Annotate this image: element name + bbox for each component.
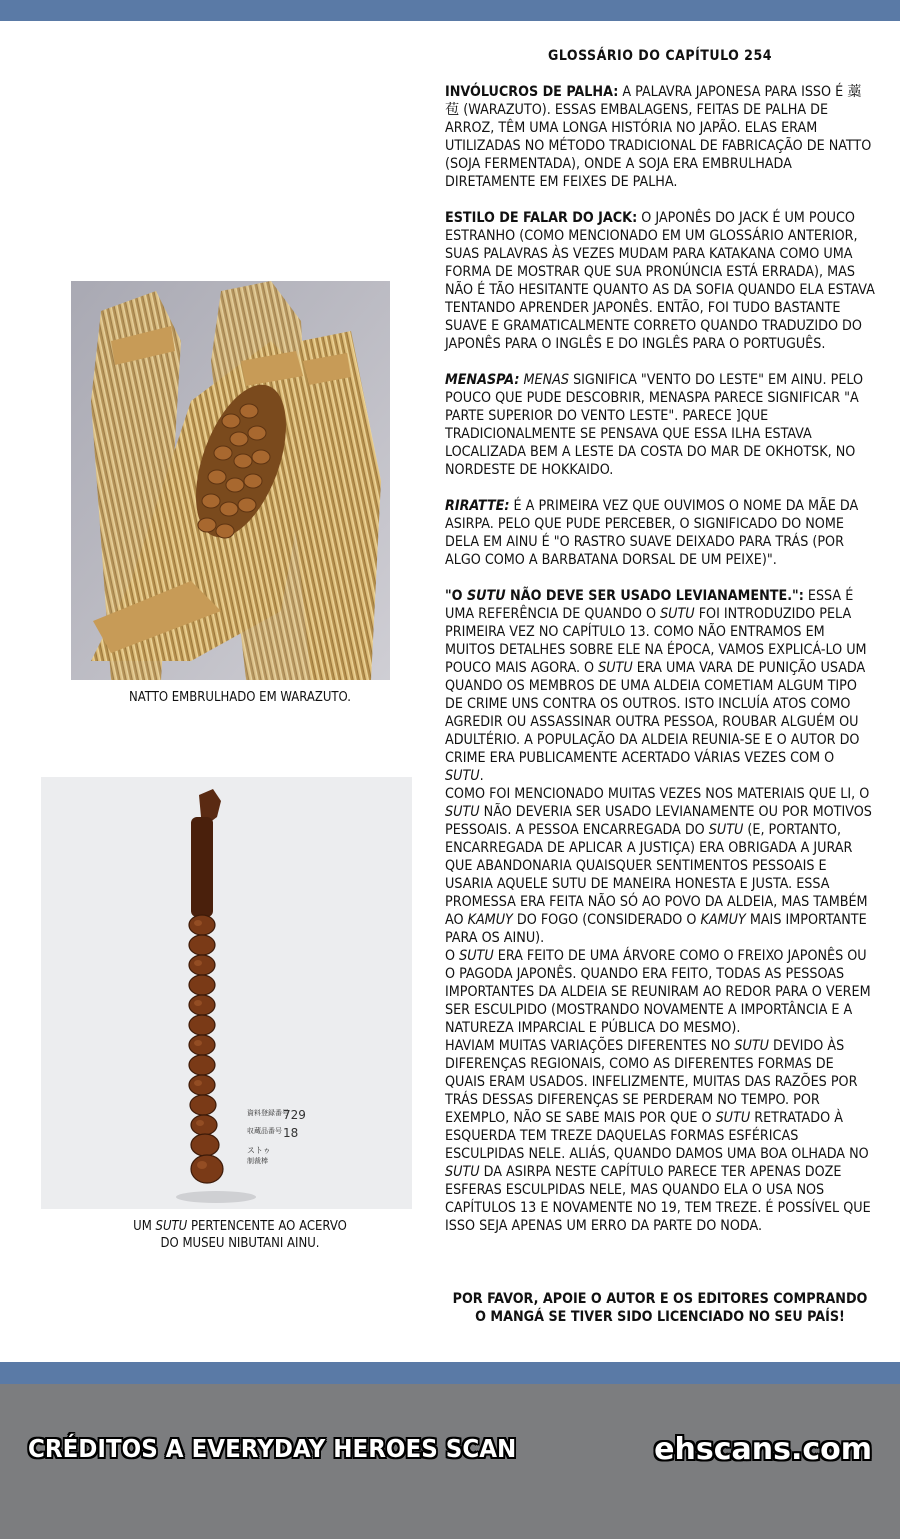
kamuy-word: KAMUY: [467, 912, 513, 928]
sutu-word: SUTU: [459, 948, 494, 964]
sutu-word: SUTU: [445, 1164, 480, 1180]
entry-sutu-p3: [445, 947, 875, 1037]
text: (E, PORTANTO, ENCARREGADA DE APLICAR A JUSTIÇA) ERA OBRIGADA A JURAR QUE ABANDONARIA QUAISQUER SENTIMENTOS PESSOAIS E USARIA AQUELE SUTU DE MANEIRA HONESTA E JUSTA. ESSA PROMESSA ERA FEITA NÃO SÓ AO POVO DA ALDEIA, MAS TAMBÉM AO: [445, 822, 868, 928]
entry-italic: MENAS: [523, 372, 570, 388]
sutu-caption-b: PERTENCENTE AO ACERVO: [187, 1219, 347, 1234]
glossary-body: [445, 83, 875, 1235]
text: ESSA É UMA REFERÊNCIA DE QUANDO O: [445, 588, 854, 622]
sutu-museum-photo: [41, 777, 412, 1209]
museum-label-row2-num: 18: [283, 1126, 299, 1140]
sutu-word: SUTU: [660, 606, 695, 622]
text: MAIS IMPORTANTE PARA OS AINU).: [445, 912, 867, 946]
entry-text: É A PRIMEIRA VEZ QUE OUVIMOS O NOME DA MÃE DA ASIRPA. PELO QUE PUDE PERCEBER, O SIGNIFICADO DO NOME DELA EM AINU É "O RASTRO SUAVE DEIXADO PARA TRÁS (POR ALGO COMO A BARBATANA DORSAL DE UM PEIXE)".: [445, 498, 859, 568]
natto-warazuto-photo: [71, 281, 390, 680]
entry-term: ESTILO DE FALAR DO JACK:: [445, 210, 638, 226]
text: RETRATADO À ESQUERDA TEM TREZE DAQUELAS FORMAS ESFÉRICAS ESCULPIDAS NELE. ALIÁS, QUANDO DAMOS UMA BOA OLHADA NO: [445, 1110, 869, 1162]
sutu-word: SUTU: [598, 660, 633, 676]
divider-bar: [0, 1362, 900, 1384]
sutu-term-a: "O: [445, 588, 467, 604]
entry-text: SIGNIFICA "VENTO DO LESTE" EM AINU. PELO POUCO QUE PUDE DESCOBRIR, MENASPA PARECE SIGNIFICAR "A PARTE SUPERIOR DO VENTO LESTE". PARECE ]QUE TRADICIONALMENTE SE PENSAVA QUE ESSA ILHA ESTAVA LOCALIZADA BEM A LESTE DA COSTA DO MAR DE OKHOTSK, NO NORDESTE DE HOKKAIDO.: [445, 372, 864, 478]
text: FOI INTRODUZIDO PELA PRIMEIRA VEZ NO CAPÍTULO 13. COMO NÃO ENTRAMOS EM MUITOS DETALHES SOBRE ELE NA ÉPOCA, VAMOS EXPLICÁ-LO UM POUCO MAIS AGORA. O: [445, 606, 867, 676]
museum-label-name-kana: ストゥ: [247, 1146, 271, 1155]
scan-credit: CRÉDITOS A EVERYDAY HEROES SCAN: [28, 1434, 517, 1463]
entry-term: MENASPA:: [445, 372, 520, 388]
entry-sutu-p2: [445, 785, 875, 947]
entry-menaspa: [445, 371, 875, 479]
site-link[interactable]: ehscans.com: [654, 1432, 872, 1467]
entry-term: RIRATTE:: [445, 498, 510, 514]
museum-label-name-kanji: 制裁棒: [247, 1157, 268, 1165]
sutu-term-b: NÃO DEVE SER USADO LEVIANAMENTE.":: [505, 588, 804, 604]
museum-label-row2-jp: 収蔵品番号: [247, 1127, 282, 1135]
glossary-title: GLOSSÁRIO DO CAPÍTULO 254: [548, 48, 772, 64]
sutu-caption: [40, 1218, 440, 1252]
text: DEVIDO ÀS DIFERENÇAS REGIONAIS, COMO AS DIFERENTES FORMAS DE QUAIS ERAM USADOS. INFELIZMENTE, MUITAS DAS RAZÕES POR TRÁS DESSAS DIFERENÇAS SE PERDERAM NO TEMPO. POR EXEMPLO, NÃO SE SABE MAIS POR QUE O: [445, 1038, 858, 1126]
entry-sutu-p1: [445, 587, 875, 785]
text: DA ASIRPA NESTE CAPÍTULO PARECE TER APENAS DOZE ESFERAS ESCULPIDAS NELE, MAS QUANDO ELA O USA NOS CAPÍTULOS 13 E NOVAMENTE NO 19, TEM TREZE. É POSSÍVEL QUE ISSO SEJA APENAS UM ERRO DA PARTE DO NODA.: [445, 1164, 871, 1234]
text: ERA FEITO DE UMA ÁRVORE COMO O FREIXO JAPONÊS OU O PAGODA JAPONÊS. QUANDO ERA FEITO, TODAS AS PESSOAS IMPORTANTES DA ALDEIA SE REUNIRAM AO REDOR PARA O VEREM SER ESCULPIDO (MOSTRANDO NOVAMENTE A IMPORTÂNCIA E A NATUREZA IMPARCIAL E PÚBLICA DO MESMO).: [445, 948, 871, 1036]
entry-riratte: [445, 497, 875, 569]
sutu-word: SUTU: [715, 1110, 751, 1126]
kamuy-word: KAMUY: [700, 912, 746, 928]
museum-label-row1-num: 729: [283, 1108, 306, 1122]
sutu-term: [445, 588, 804, 604]
entry-term: INVÓLUCROS DE PALHA:: [445, 84, 619, 100]
top-bar: [0, 0, 900, 21]
sutu-caption-a: UM: [133, 1219, 156, 1234]
text: ERA UMA VARA DE PUNIÇÃO USADA QUANDO OS MEMBROS DE UMA ALDEIA COMETIAM ALGUM TIPO DE CRIME UNS CONTRA OS OUTROS. ISTO INCLUÍA ATOS COMO AGREDIR OU ASSASSINAR OUTRA PESSOA, ROUBAR ALGUÉM OU ADULTÉRIO. A POPULAÇÃO DA ALDEIA REUNIA-SE E O AUTOR DO CRIME ERA PUBLICAMENTE ACERTADO VÁRIAS VEZES COM O: [445, 660, 866, 766]
text: .: [479, 768, 484, 784]
text: NÃO DEVERIA SER USADO LEVIANAMENTE OU POR MOTIVOS PESSOAIS. A PESSOA ENCARREGADA DO: [445, 804, 872, 838]
sutu-word: SUTU: [445, 768, 480, 784]
sutu-word: SUTU: [445, 804, 480, 820]
sutu-caption-term: SUTU: [155, 1219, 188, 1234]
sutu-word: SUTU: [708, 822, 744, 838]
entry-text: O JAPONÊS DO JACK É UM POUCO ESTRANHO (COMO MENCIONADO EM UM GLOSSÁRIO ANTERIOR, SUAS PALAVRAS ÀS VEZES MUDAM PARA KATAKANA COMO UMA FORMA DE MOSTRAR QUE SUA PRONÚNCIA ESTÁ ERRADA), MAS NÃO É TÃO HESITANTE QUANTO AS DA SOFIA QUANDO ELA ESTAVA TENTANDO APRENDER JAPONÊS. ENTÃO, FOI TUDO BASTANTE SUAVE E GRAMATICALMENTE CORRETO QUANDO TRADUZIDO DO JAPONÊS PARA O INGLÊS E DO INGLÊS PARA O PORTUGUÊS.: [445, 210, 875, 352]
text: COMO FOI MENCIONADO MUITAS VEZES NOS MATERIAIS QUE LI, O: [445, 786, 870, 802]
support-message: [440, 1290, 880, 1326]
natto-caption: NATTO EMBRULHADO EM WARAZUTO.: [129, 690, 351, 705]
entry-text: A PALAVRA JAPONESA PARA ISSO É 藁苞 (WARAZUTO). ESSAS EMBALAGENS, FEITAS DE PALHA DE ARROZ, TÊM UMA LONGA HISTÓRIA NO JAPÃO. ELAS ERAM UTILIZADAS NO MÉTODO TRADICIONAL DE FABRICAÇÃO DE NATTO (SOJA FERMENTADA), ONDE A SOJA ERA EMBRULHADA DIRETAMENTE EM FEIXES DE PALHA.: [445, 84, 872, 190]
support-line-1: POR FAVOR, APOIE O AUTOR E OS EDITORES COMPRANDO: [452, 1291, 868, 1307]
text: HAVIAM MUITAS VARIAÇÕES DIFERENTES NO: [445, 1038, 735, 1054]
text: O: [445, 948, 460, 964]
footer: [0, 1384, 900, 1539]
entry-sutu-p4: [445, 1037, 875, 1235]
entry-warazuto: [445, 83, 875, 191]
sutu-term-italic: SUTU: [466, 588, 506, 604]
support-line-2: O MANGÁ SE TIVER SIDO LICENCIADO NO SEU PAÍS!: [475, 1309, 845, 1325]
text: DO FOGO (CONSIDERADO O: [512, 912, 701, 928]
museum-label-row1-jp: 資料登録番号: [247, 1109, 289, 1117]
sutu-caption-line2: DO MUSEU NIBUTANI AINU.: [160, 1236, 320, 1251]
sutu-word: SUTU: [734, 1038, 769, 1054]
entry-jack: [445, 209, 875, 353]
